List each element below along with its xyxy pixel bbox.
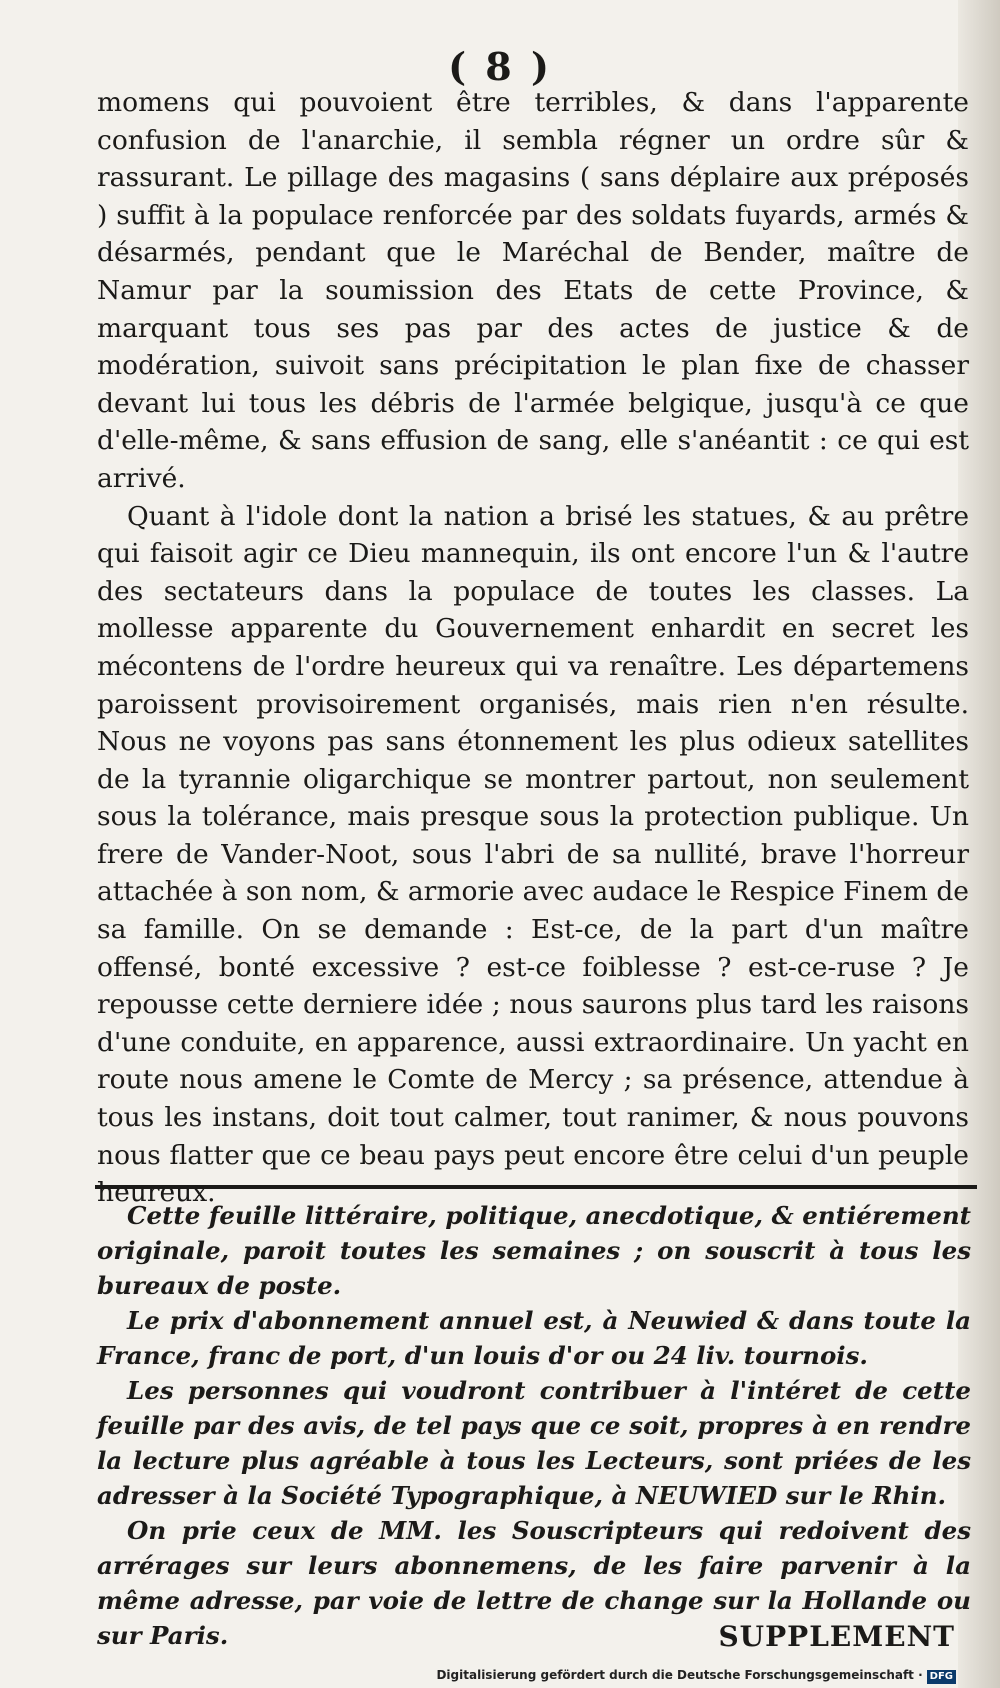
- digitization-credit: [436, 1668, 956, 1684]
- notice-paragraph-2: Le prix d'abonnement annuel est, à Neuwied & dans toute la France, franc de port, d'un louis d'or ou 24 liv. tournois.: [97, 1306, 971, 1370]
- paragraph-1: momens qui pouvoient être terribles, & dans l'apparente confusion de l'anarchie, il sembla régner un ordre sûr & rassurant. Le pillage des magasins ( sans déplaire aux préposés ) suffit à la populace renforcée par des soldats fuyards, armés & désarmés, pendant que le Maréchal de Bender, maître de Namur par la soumission des Etats de cette Province, & marquant tous ses pas par des actes de justice & de modération, suivoit sans précipitation le plan fixe de chasser devant lui tous les débris de l'armée belgique, jusqu'à ce que d'elle-même, & sans effusion de sang, elle s'anéantit : ce qui est arrivé.: [97, 87, 969, 494]
- dfg-logo: DFG: [927, 1670, 956, 1684]
- notice-paragraph-1: Cette feuille littéraire, politique, anecdotique, & entiérement originale, paroit toutes les semaines ; on souscrit à tous les bureaux de poste.: [97, 1201, 971, 1300]
- notice-paragraph-3: Les personnes qui voudront contribuer à l'intéret de cette feuille par des avis, de tel pays que ce soit, propres à en rendre la lecture plus agréable à tous les Lecteurs, sont priées de les adresser à la Société Typographique, à NEUWIED sur le Rhin.: [97, 1376, 971, 1510]
- body-text: [97, 84, 969, 1212]
- paragraph-2: Quant à l'idole dont la nation a brisé les statues, & au prêtre qui faisoit agir ce Dieu mannequin, ils ont encore l'un & l'autre des sectateurs dans la populace de toutes les classes. La mollesse apparente du Gouvernement enhardit en secret les mécontens de l'ordre heureux qui va renaître. Les départemens paroissent provisoirement organisés, mais rien n'en résulte. Nous ne voyons pas sans étonnement les plus odieux satellites de la tyrannie oligarchique se montrer partout, non seulement sous la tolérance, mais presque sous la protection publique. Un frere de Vander-Noot, sous l'abri de sa nullité, brave l'horreur attachée à son nom, & armorie avec audace le Respice Finem de sa famille. On se demande : Est-ce, de la part d'un maître offensé, bonté excessive ? est-ce foiblesse ? est-ce-ruse ? Je repousse cette derniere idée ; nous saurons plus tard les raisons d'une conduite, en apparence, aussi extraordinaire. Un yacht en route nous amene le Comte de Mercy ; sa présence, attendue à tous les instans, doit tout calmer, tout ranimer, & nous pouvons nous flatter que ce beau pays peut encore être celui d'un peuple heureux.: [97, 500, 969, 1209]
- subscription-notice: [97, 1198, 971, 1653]
- catchword: SUPPLEMENT: [718, 1620, 955, 1653]
- divider-rule: [95, 1185, 977, 1189]
- notice-paragraph-4: On prie ceux de MM. les Souscripteurs qui redoivent des arrérages sur leurs abonnemens, de les faire parvenir à la même adresse, par voie de lettre de change sur la Hollande ou sur Paris.: [97, 1516, 971, 1650]
- credit-text: Digitalisierung gefördert durch die Deutsche Forschungsgemeinschaft ·: [436, 1668, 923, 1682]
- page-number: ( 8 ): [448, 44, 552, 89]
